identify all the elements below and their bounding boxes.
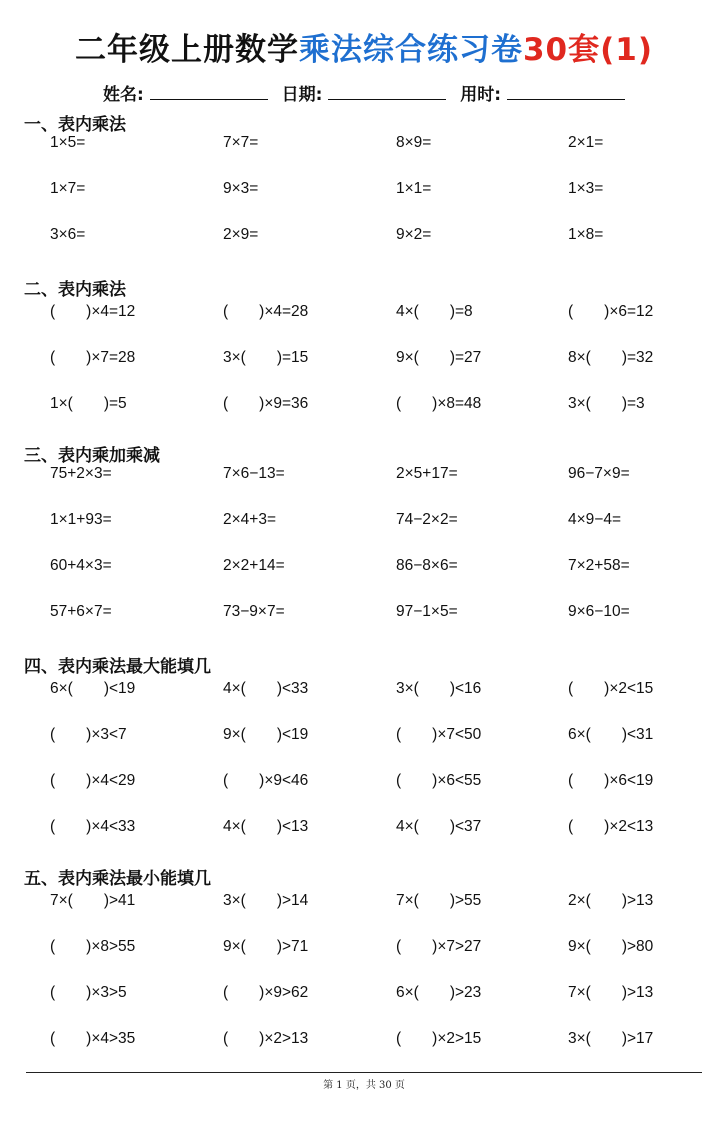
problem-grid xyxy=(0,676,728,860)
problem: ( )×6<19 xyxy=(568,772,654,789)
problem: 4×( )<37 xyxy=(396,818,482,835)
name-blank[interactable] xyxy=(150,85,268,100)
section-title: 一、表内乘法 xyxy=(24,115,126,135)
problem-grid xyxy=(0,299,728,437)
problem-row xyxy=(0,226,728,272)
date-label: 日期: xyxy=(281,85,323,105)
problem-row xyxy=(0,934,728,980)
problem-row xyxy=(0,722,728,768)
problem: 9×2= xyxy=(396,226,432,243)
problem: ( )×4=28 xyxy=(223,303,309,320)
problem: 9×3= xyxy=(223,180,259,197)
problem-row xyxy=(0,391,728,437)
problem-row xyxy=(0,814,728,860)
problem: 3×( )>17 xyxy=(568,1030,654,1047)
problem: ( )×2>13 xyxy=(223,1030,309,1047)
problem: 1×5= xyxy=(50,134,86,151)
problem: 2×( )>13 xyxy=(568,892,654,909)
date-field xyxy=(282,80,447,105)
problem: 60+4×3= xyxy=(50,557,112,574)
problem: ( )×7<50 xyxy=(396,726,482,743)
name-field xyxy=(103,80,268,105)
problem: 1×3= xyxy=(568,180,604,197)
problem: 4×( )=8 xyxy=(396,303,473,320)
problem: 6×( )>23 xyxy=(396,984,482,1001)
problem: 86−8×6= xyxy=(396,557,458,574)
page-number: 第 1 页，共 30 页 xyxy=(323,1080,405,1091)
student-info-bar xyxy=(0,80,728,105)
problem: 7×7= xyxy=(223,134,259,151)
problem: 1×8= xyxy=(568,226,604,243)
problem: 9×( )<19 xyxy=(223,726,309,743)
problem: ( )×4=12 xyxy=(50,303,136,320)
problem: 2×4+3= xyxy=(223,511,277,528)
time-field xyxy=(460,80,625,105)
problem: 3×( )<16 xyxy=(396,680,482,697)
problem: 9×( )>80 xyxy=(568,938,654,955)
problem: 6×( )<31 xyxy=(568,726,654,743)
problem-grid xyxy=(0,888,728,1072)
problem: 57+6×7= xyxy=(50,603,112,620)
problem: ( )×4<29 xyxy=(50,772,136,789)
problem: 7×( )>41 xyxy=(50,892,136,909)
problem-row xyxy=(0,1026,728,1072)
problem: 2×2+14= xyxy=(223,557,285,574)
problem: 74−2×2= xyxy=(396,511,458,528)
problem-row xyxy=(0,888,728,934)
problem-row xyxy=(0,180,728,226)
problem: ( )×6<55 xyxy=(396,772,482,789)
problem: 75+2×3= xyxy=(50,465,112,482)
problem: 8×( )=32 xyxy=(568,349,654,366)
problem: 9×( )=27 xyxy=(396,349,482,366)
problem: ( )×7=28 xyxy=(50,349,136,366)
problem: 7×( )>55 xyxy=(396,892,482,909)
problem: ( )×9>62 xyxy=(223,984,309,1001)
problem: 1×7= xyxy=(50,180,86,197)
title-set: 30套(1) xyxy=(522,32,654,68)
problem: ( )×7>27 xyxy=(396,938,482,955)
problem: 9×( )>71 xyxy=(223,938,309,955)
time-label: 用时: xyxy=(460,85,502,105)
problem: 3×( )=15 xyxy=(223,349,309,366)
problem: ( )×8=48 xyxy=(396,395,482,412)
problem: ( )×2<15 xyxy=(568,680,654,697)
problem: 8×9= xyxy=(396,134,432,151)
section-title: 四、表内乘法最大能填几 xyxy=(24,657,211,677)
problem: 96−7×9= xyxy=(568,465,630,482)
problem-row xyxy=(0,299,728,345)
problem: ( )×4<33 xyxy=(50,818,136,835)
problem-row xyxy=(0,345,728,391)
problem-row xyxy=(0,134,728,180)
problem: 7×( )>13 xyxy=(568,984,654,1001)
problem: 1×1+93= xyxy=(50,511,112,528)
problem-row xyxy=(0,603,728,649)
problem: 1×( )=5 xyxy=(50,395,127,412)
problem-row xyxy=(0,676,728,722)
problem: 4×( )<13 xyxy=(223,818,309,835)
problem-row xyxy=(0,768,728,814)
problem: ( )×9=36 xyxy=(223,395,309,412)
problem: 3×( )>14 xyxy=(223,892,309,909)
problem: 1×1= xyxy=(396,180,432,197)
problem-row xyxy=(0,980,728,1026)
problem: ( )×2<13 xyxy=(568,818,654,835)
problem: 2×5+17= xyxy=(396,465,458,482)
section-title: 二、表内乘法 xyxy=(24,280,126,300)
problem: ( )×6=12 xyxy=(568,303,654,320)
problem: 3×( )=3 xyxy=(568,395,645,412)
problem: 73−9×7= xyxy=(223,603,285,620)
time-blank[interactable] xyxy=(507,85,625,100)
problem: 3×6= xyxy=(50,226,86,243)
title-topic: 乘法综合练习卷 xyxy=(298,32,523,68)
title-grade: 二年级上册数学 xyxy=(74,32,299,68)
footer-divider xyxy=(26,1072,702,1073)
problem-row xyxy=(0,511,728,557)
problem-grid xyxy=(0,134,728,272)
problem: ( )×8>55 xyxy=(50,938,136,955)
problem: 4×( )<33 xyxy=(223,680,309,697)
problem: 6×( )<19 xyxy=(50,680,136,697)
problem: ( )×3<7 xyxy=(50,726,127,743)
problem: ( )×4>35 xyxy=(50,1030,136,1047)
section-title: 三、表内乘加乘减 xyxy=(24,446,160,466)
problem: ( )×2>15 xyxy=(396,1030,482,1047)
problem: ( )×9<46 xyxy=(223,772,309,789)
problem: 2×9= xyxy=(223,226,259,243)
problem: 2×1= xyxy=(568,134,604,151)
problem-grid xyxy=(0,465,728,649)
problem: 4×9−4= xyxy=(568,511,622,528)
problem-row xyxy=(0,465,728,511)
problem: 7×6−13= xyxy=(223,465,285,482)
problem: 9×6−10= xyxy=(568,603,630,620)
name-label: 姓名: xyxy=(102,85,144,105)
problem-row xyxy=(0,557,728,603)
problem: ( )×3>5 xyxy=(50,984,127,1001)
page-title xyxy=(0,24,728,69)
problem: 97−1×5= xyxy=(396,603,458,620)
date-blank[interactable] xyxy=(328,85,446,100)
section-title: 五、表内乘法最小能填几 xyxy=(24,869,211,889)
problem: 7×2+58= xyxy=(568,557,630,574)
